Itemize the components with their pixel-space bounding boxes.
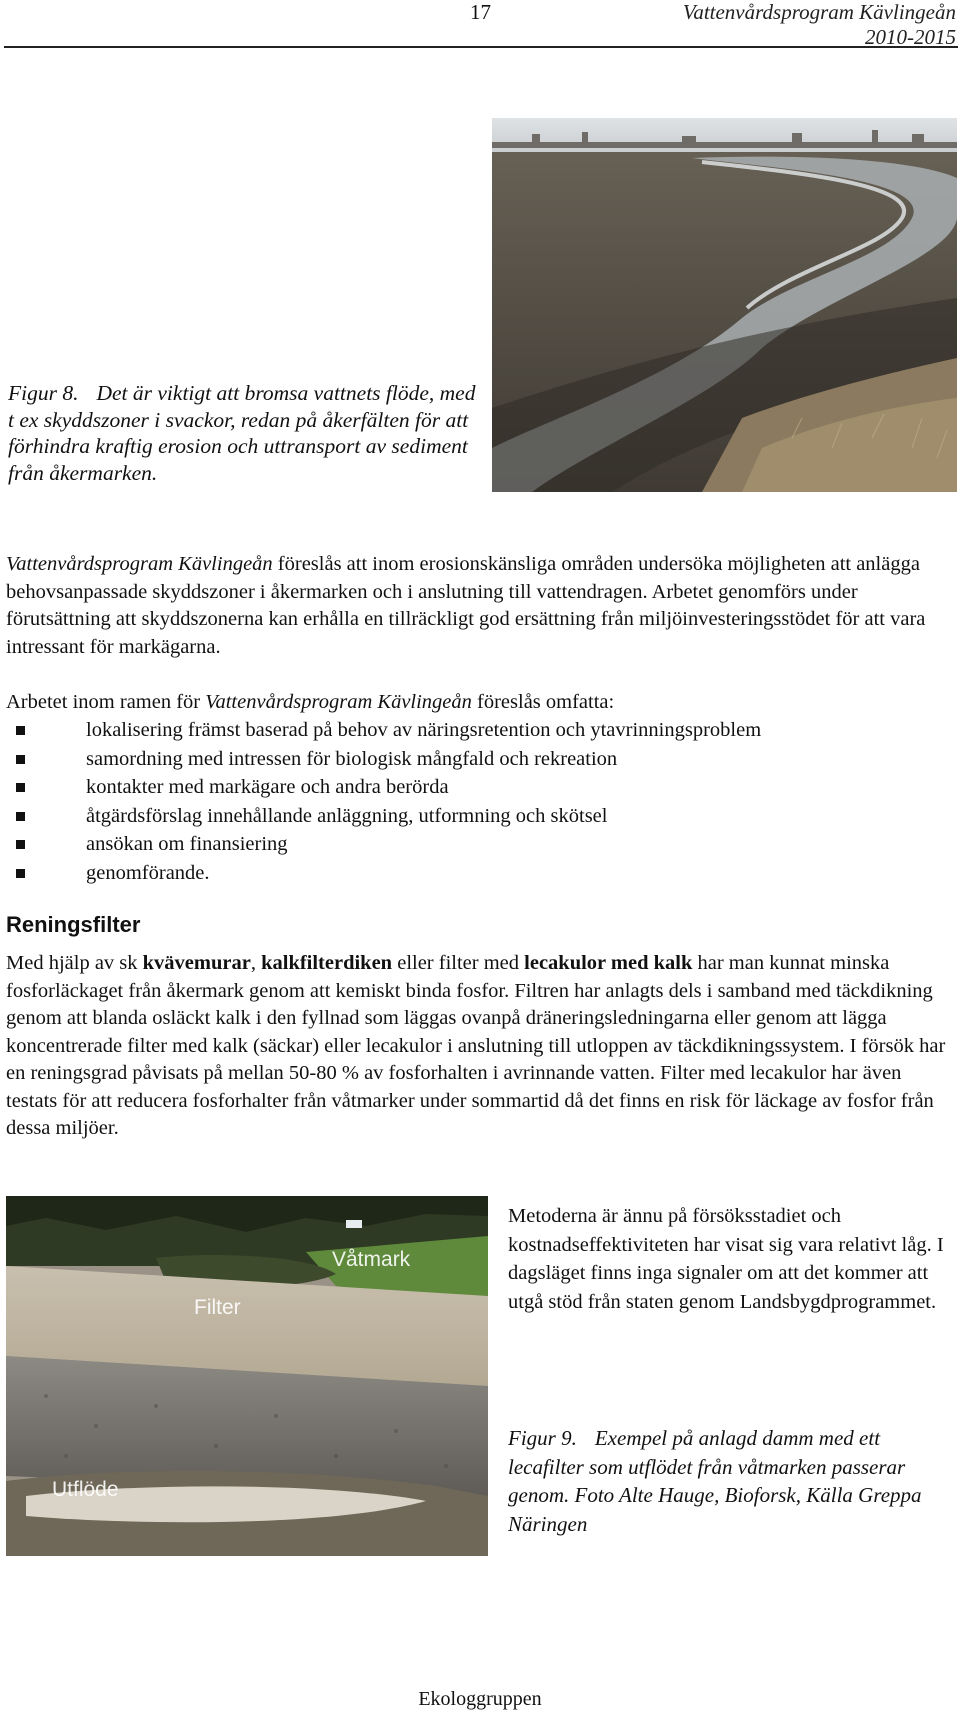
figure9-caption: [508, 1424, 958, 1538]
figure8-caption-text: Det är viktigt att bromsa vattnets flöde, med t ex skyddszoner i svackor, redan på åkerfälten för att förhindra kraftig erosion och uttransport av sediment från åkermarken.: [8, 381, 476, 485]
figure9-label: Figur 9.: [508, 1426, 577, 1450]
list-item: [10, 773, 761, 802]
bullet-square-icon: [16, 840, 25, 849]
paragraph-reningsfilter: [6, 950, 956, 1143]
running-title-line2: 2010-2015: [865, 25, 956, 49]
paragraph-suffix: föreslås omfatta:: [471, 691, 615, 713]
list-item-text: samordning med intressen för biologisk mångfald och rekreation: [86, 747, 618, 770]
program-name: Vattenvårdsprogram Kävlingeån: [205, 691, 472, 713]
list-item: [10, 859, 761, 888]
header-rule: [4, 46, 958, 48]
bullet-square-icon: [16, 726, 25, 735]
list-item-text: genomförande.: [86, 861, 210, 884]
paragraph-text: föreslås att inom erosionskänsliga områden undersöka möjligheten att anlägga behovsanpassade skyddszoner i åkermarken och i anslutning till vattendragen. Arbetet genomförs under förutsättning att skyddszonerna kan erhålla en tillräckligt god ersättning från miljöinvesteringsstödet för att vara intressant för markägarna.: [6, 553, 926, 658]
list-item-text: lokalisering främst baserad på behov av näringsretention och ytavrinningsproblem: [86, 719, 762, 741]
bullet-square-icon: [16, 812, 25, 821]
figure8-photo: [492, 118, 957, 492]
text-run: har man kunnat minska fosforläckaget från åkermark genom att kemiskt binda fosfor. Filtren har anlagts dels i samband med täckdikning genom att blanda osläckt kalk i den fyllnad som läggas ovanpå dräneringsledningarna eller genom att lägga koncentrerade filter med kalk (säckar) eller lecakulor i anslutning till utloppen av täckdikningssystem. I försök har en reningsgrad påvisats på mellan 50-80 % av fosforhalten i avrinnande vatten. Filter med lecakulor har även testats för att reducera fosforhalter från våtmarker under sommartid då det finns en risk för läckage av fosfor från dessa miljöer.: [6, 952, 946, 1139]
bullet-square-icon: [16, 783, 25, 792]
section-heading: Reningsfilter: [6, 912, 141, 937]
list-item-text: kontakter med markägare och andra berörda: [86, 776, 449, 798]
running-title-line1: Vattenvårdsprogram Kävlingeån: [682, 0, 956, 24]
figure8-caption: [8, 380, 478, 486]
photo-label-filter: Filter: [194, 1296, 241, 1319]
paragraph-scope-intro: [6, 689, 956, 717]
bold-term: kvävemurar: [142, 952, 251, 974]
photo-label-wetland: Våtmark: [332, 1248, 411, 1271]
list-item-text: åtgärdsförslag innehållande anläggning, utformning och skötsel: [86, 804, 608, 827]
list-item: [10, 802, 761, 831]
paragraph-prefix: Arbetet inom ramen för: [6, 691, 206, 713]
figure8-label: Figur 8.: [8, 381, 79, 405]
list-item: [10, 716, 761, 745]
page-number: 17: [470, 0, 491, 24]
scope-bullet-list: [10, 716, 761, 887]
running-title: [683, 0, 956, 50]
page-footer: Ekologgruppen: [418, 1688, 542, 1710]
bold-term: kalkfilterdiken: [261, 952, 393, 974]
photo-label-outflow: Utflöde: [52, 1478, 119, 1501]
list-item-text: ansökan om finansiering: [86, 833, 288, 855]
program-name: Vattenvårdsprogram Kävlingeån: [6, 553, 273, 575]
bullet-square-icon: [16, 755, 25, 764]
list-item: [10, 830, 761, 859]
text-run: Med hjälp av sk: [6, 952, 143, 974]
figure9-photo: [6, 1196, 488, 1556]
side-paragraph: Metoderna är ännu på försöksstadiet och kostnadseffektiviteten har visat sig vara relativt låg. I dagsläget finns inga signaler om att det kommer att utgå stöd från staten genom Landsbygdprogrammet.: [508, 1205, 944, 1313]
text-run: eller filter med: [392, 952, 525, 974]
text-run: ,: [250, 952, 262, 974]
bold-term: lecakulor med kalk: [524, 952, 693, 974]
list-item: [10, 745, 761, 774]
bullet-square-icon: [16, 869, 25, 878]
figure9-caption-text: Exempel på anlagd damm med ett lecafilter som utflödet från våtmarken passerar genom. Foto Alte Hauge, Bioforsk, Källa Greppa Näringen: [508, 1426, 922, 1536]
paragraph-skyddszoner: [6, 551, 956, 661]
